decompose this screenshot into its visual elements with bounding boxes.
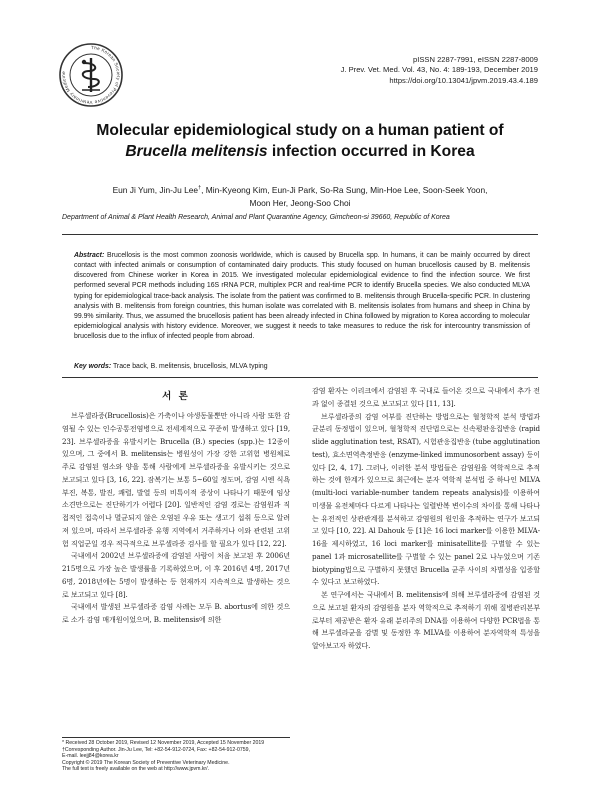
footnote-divider [62,737,290,738]
paragraph: 국내에서 발생된 브루셀라증 감염 사례는 모두 B. abortus에 의한 것으로 소가 감염 매개원이었으며, B. melitensis에 의한 [62,602,290,624]
journal-citation: J. Prev. Vet. Med. Vol. 43, No. 4: 189-193, December 2019 [340,65,538,75]
divider-top [62,234,538,235]
footnote-fulltext: The full text is freely available on the web at http://www.jpvm.kr/. [62,766,210,773]
keywords [74,362,530,372]
footnotes [62,740,302,773]
footnote-corresponding: †Corresponding Author. Jin-Ju Lee, Tel: +82-54-912-0724, Fax: +82-54-912-0759, [62,746,250,753]
paragraph: 본 연구에서는 국내에서 B. melitensis에 의해 브루셀라증에 감염된 것으로 보고된 환자의 감염원을 분자 역학적으로 추적하기 위해 질병관리본부로부터 제공받은 환자 유래 분리주의 DNA를 이용하여 다양한 PCR법을 통해 브루셀라균을 감별 및 동정한 후 MLVA를 이용하여 분자역학적 특성을 알아보고자 하였다. [312,590,540,650]
authors-line-1 [50,182,550,197]
title-species: Brucella melitensis [125,143,268,160]
journal-doi[interactable]: https://doi.org/10.13041/jpvm.2019.43.4.189 [389,75,538,85]
affiliation: Department of Animal & Plant Health Research, Animal and Plant Quarantine Agency, Gimcheon-si 39660, Republic of Korea [62,214,450,221]
keywords-label: Key words: [74,363,112,370]
journal-issn: pISSN 2287-7991, eISSN 2287-8009 [413,55,538,64]
abstract [74,251,530,342]
paragraph: 브루셀라증의 감염 여부를 진단하는 방법으로는 혈청학적 분석 방법과 균분리 동정법이 있으며, 혈청학적 진단법으로는 신속평판응집반응 (rapid slide agglutination test, RSAT), 시험관응집반응 (tube agglutination test), 효소면역측정반응 (enzyme-linked immunosorbent assay) 등이 있다 [2, 4, 17]. 그러나, 이러한 분석 방법들은 감염원을 역학적으로 추적하는 것에 한계가 있으므로 최근에는 분자 역학적 분석법 중 하나인 MLVA (multi-loci variable-number tandem repeats analysis)를 이용하여 미생물 유전체마다 다르게 나타나는 일렬반복 변이수의 차이를 통해 나타나는 유전적인 상관관계를 분석하고 감염원의 원인을 추적하는 연구가 보고되고 있다 [10, 22]. Al Dahouk 등 [1]은 16 loci marker를 이용한 MLVA-16을 제시하였고, 16 loci marker를 minisatellite를 구별할 수 있는 panel 1과 microsatellite를 구별할 수 있는 panel 2로 나누었으며 기존 biotyping법으로 구별하지 못했던 Brucella 균주 사이의 차별성을 입증할 수 있다고 보고하였다. [312,411,540,587]
abstract-body: Brucellosis is the most common zoonosis worldwide, which is caused by Brucella spp. In humans, it can be mainly occurred by direct contact with infected animals or consumption of contaminated dairy products. This study focused on human brucellosis caused by B. melitensis discovered from Chinese worker in Korea in 2015. We investigated molecular epidemiological evidence to find the infection source. We first performed several PCR methods including 16S rRNA PCR, multiplex PCR and real-time PCR to identify Brucella species. We also conducted MLVA typing for epidemiological trace-back analysis. The isolate from the patient was confirmed to B. melitensis through Brucella-specific PCR. In clustering analysis with B. melitensis from foreign countries, this human isolate was correlated with B. melitensis isolates from humans and sheep in China by 99.9% similarity. Thus, we assumed the brucellosis patient has been already infected in China followed by migration to Korea according to molecular epidemiological analysis with history evidence. Moreover, we suggest it needs to take measures to reduce the risk for intercountry transmission of brucellosis due to the influx of infected people from abroad. [74,252,530,341]
footnote-email: E-mail. leejj84@korea.kr [62,753,119,760]
authors-lead: Eun Ji Yum, Jin-Ju Lee [112,184,199,195]
corresponding-mark: † [198,185,202,191]
divider-abstract [62,377,538,378]
society-logo [58,42,124,108]
footnote-received: * Received 28 October 2019, Revised 12 November 2019, Accepted 15 November 2019 [62,740,265,746]
body-column-left [62,410,290,627]
authors-rest: , Min-Kyeong Kim, Eun-Ji Park, So-Ra Sung, Min-Hoe Lee, Soon-Seek Yoon, [201,184,488,195]
footnote-copyright: Copyright © 2019 The Korean Society of Preventive Veterinary Medicine. [62,759,230,766]
author-list [50,182,550,210]
keywords-text: Trace back, B. melitensis, brucellosis, MLVA typing [112,363,268,370]
logo-ring-text: The Korean Society of Preventive Veterinary Medicine [60,44,121,106]
section-heading-introduction: 서 론 [162,391,190,402]
paper-title [40,120,560,162]
paragraph: 감염 환자는 이리크에서 감염된 후 국내로 들어온 것으로 국내에서 추가 전과 없이 종결된 것으로 보고되고 있다 [11, 13]. [312,386,540,408]
title-line-2-rest: infection occurred in Korea [267,143,475,160]
body-column-right [312,385,540,653]
journal-info [278,55,538,86]
title-line-2 [40,141,560,162]
abstract-label: Abstract: [74,252,105,259]
paragraph: 브루셀라증(Brucellosis)은 가축이나 야생동물뿐만 아니라 사람 또한 감염될 수 있는 인수공통전염병으로 전세계적으로 꾸준히 발생하고 있다 [19, 23]. 브루셀라증을 유발시키는 Brucella (B.) species (spp.)는 12종이 있으며, 그 중에서 B. melitensis는 병원성이 가장 강한 고위험 병원체로 주로 감염된 염소와 양을 통해 사람에게 브루셀라증을 유발시키는 것으로 보고되고 있다 [3, 16, 22]. 잠복기는 보통 5~60일 정도며, 감염 시엔 식욕부진, 복통, 발진, 쾌렬, 발열 등의 비특이적 증상이 나타나기 때문에 임상 소견만으로는 진단하기가 어렵다 [20]. 일반적인 감염 경로는 감염원과 직접적인 접촉이나 멸균되지 않은 오염된 우유 또는 생고기 섭취 등으로 알려져 있으며, 따라서 브루셀라증 유행 지역에서 거주하거나 이와 관련된 고위험 직업군일 경우 적극적으로 브루셀라증 검사를 할 필요가 있다 [12, 22]. [62,411,290,548]
authors-line-2: Moon Her, Jeong-Soo Choi [249,197,351,208]
paragraph: 국내에서 2002년 브루셀라증에 감염된 사람이 처음 보고된 후 2006년 215명으로 가장 높은 발생률을 기록하였으며, 이 후 2016년 4명, 2017년 6명, 2018년에는 5명이 발생하는 등 현재까지 지속적으로 발생하는 것으로 보고되고 있다 [8]. [62,551,290,599]
title-line-1: Molecular epidemiological study on a human patient of [96,122,504,139]
